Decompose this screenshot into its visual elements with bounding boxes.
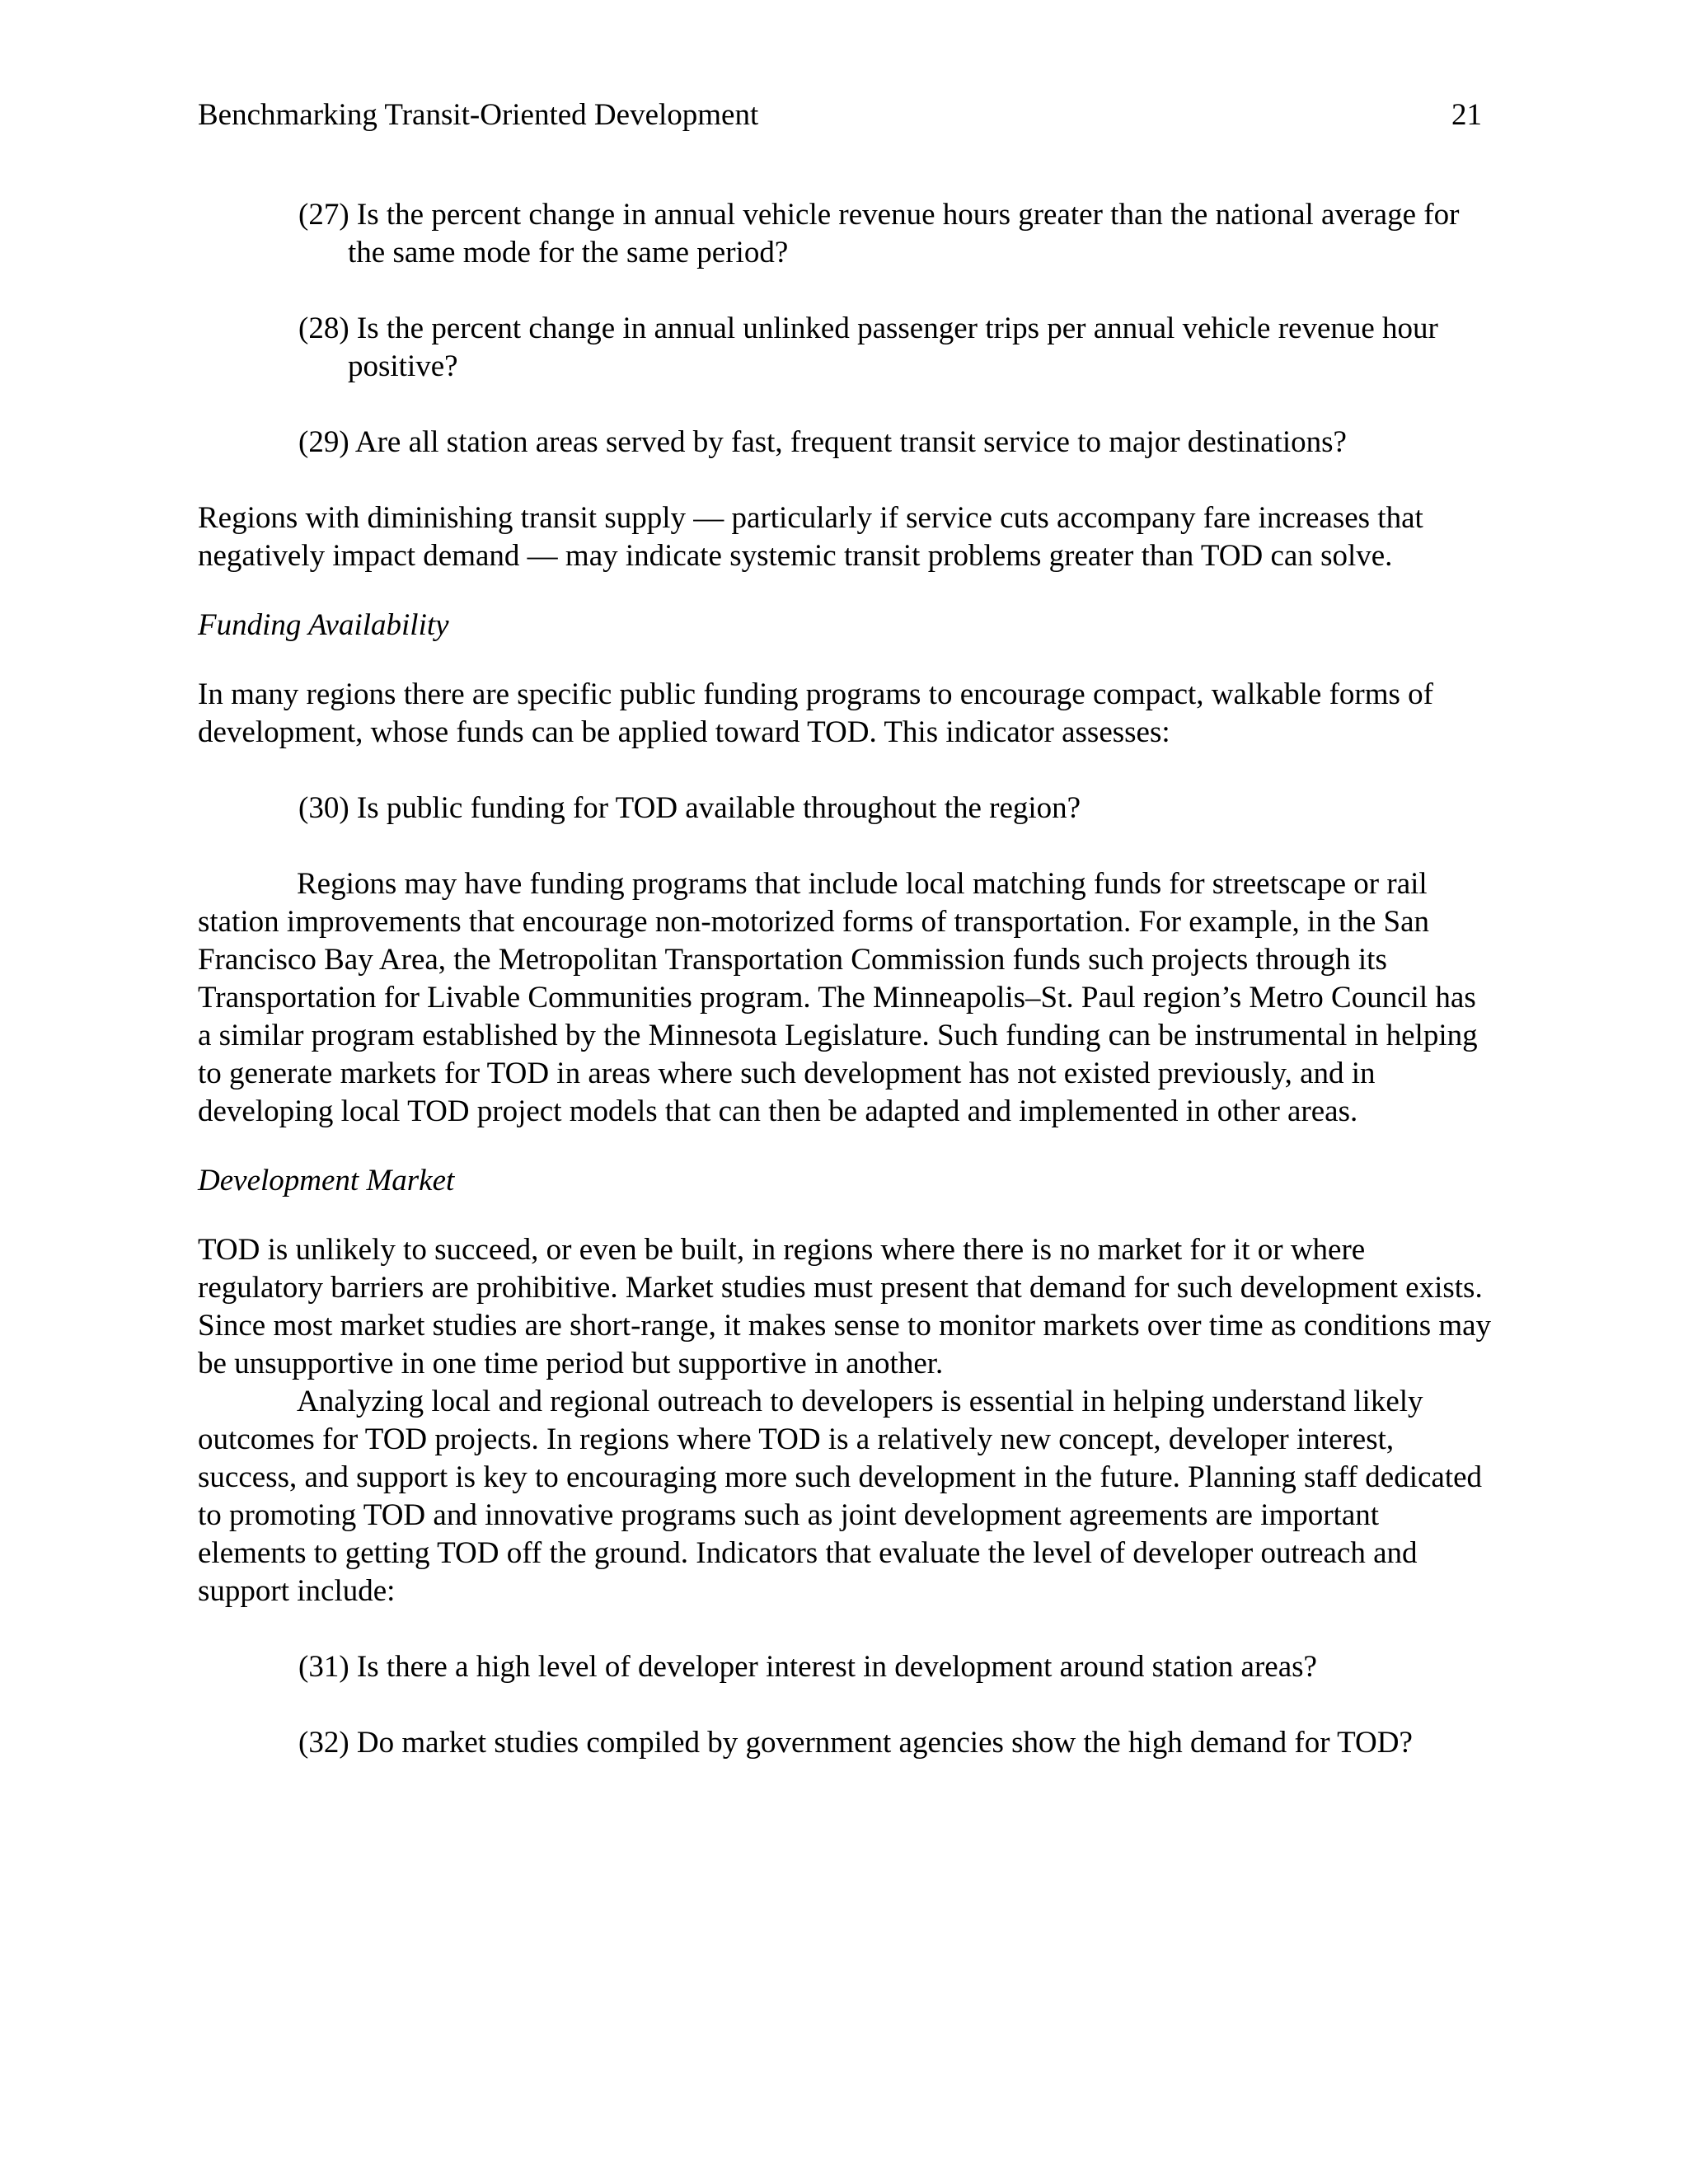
- paragraph-market-detail: Analyzing local and regional outreach to developers is essential in helping understand likely outcomes for TOD projects. In regions where TOD is a relatively new concept, developer interest, success, and support is key to encouraging more such development in the future. Planning staff dedicated to promoting TOD and innovative programs such as joint development agreements are important elements to getting TOD off the ground. Indicators that evaluate the level of developer outreach and support include:: [198, 1385, 1483, 1608]
- document-body: [198, 196, 1492, 1762]
- paragraph-transit-supply: Regions with diminishing transit supply — particularly if service cuts accompany fare increases that negatively impact demand — may indicate systemic transit problems greater than TOD can solve.: [198, 501, 1423, 573]
- question-29: (29) Are all station areas served by fast, frequent transit service to major destinations?: [298, 425, 1347, 459]
- question-32: (32) Do market studies compiled by government agencies show the high demand for TOD?: [298, 1726, 1413, 1760]
- paragraph-funding-intro: In many regions there are specific public funding programs to encourage compact, walkable forms of development, whose funds can be applied toward TOD. This indicator assesses:: [198, 677, 1433, 749]
- subheading-development-market: Development Market: [198, 1164, 455, 1197]
- question-27: (27) Is the percent change in annual vehicle revenue hours greater than the national average for the same mode for the same period?: [298, 198, 1460, 269]
- question-30: (30) Is public funding for TOD available throughout the region?: [298, 791, 1081, 825]
- question-31: (31) Is there a high level of developer interest in development around station areas?: [298, 1650, 1317, 1684]
- paragraph-funding-detail: Regions may have funding programs that include local matching funds for streetscape or rail station improvements that encourage non-motorized forms of transportation. For example, in the San Francisco Bay Area, the Metropolitan Transportation Commission funds such projects through its Transportation for Livable Communities program. The Minneapolis–St. Paul region’s Metro Council has a similar program established by the Minnesota Legislature. Such funding can be instrumental in helping to generate markets for TOD in areas where such development has not existed previously, and in developing local TOD project models that can then be adapted and implemented in other areas.: [198, 867, 1478, 1128]
- paragraph-market-intro: TOD is unlikely to succeed, or even be built, in regions where there is no market for it or where regulatory barriers are prohibitive. Market studies must present that demand for such development exists. Since most market studies are short-range, it makes sense to monitor markets over time as conditions may be unsupportive in one time period but supportive in another.: [198, 1233, 1492, 1380]
- subheading-funding-availability: Funding Availability: [198, 608, 449, 642]
- question-28: (28) Is the percent change in annual unlinked passenger trips per annual vehicle revenue hour positive?: [298, 312, 1438, 383]
- header-title: Benchmarking Transit-Oriented Development: [198, 98, 759, 132]
- page-number: 21: [1451, 98, 1482, 132]
